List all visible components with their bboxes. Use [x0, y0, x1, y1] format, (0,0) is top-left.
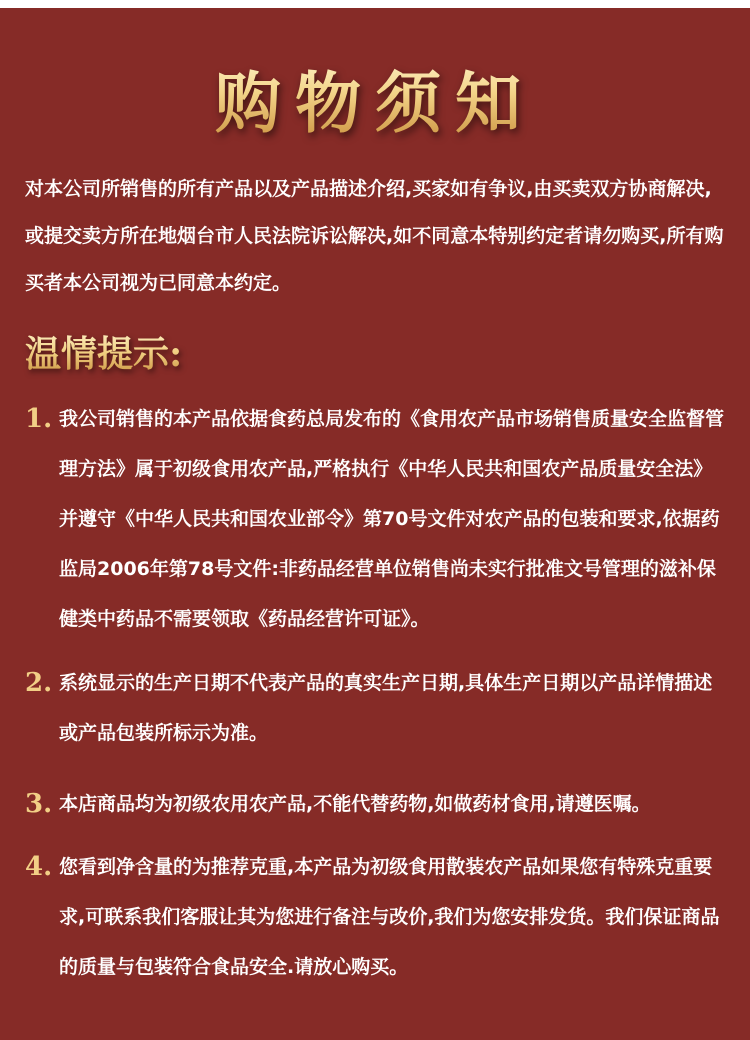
- tip-item-4: [25, 842, 730, 992]
- tip-text: 本店商品均为初级农用农产品,不能代替药物,如做药材食用,请遵医嘱。: [59, 793, 651, 815]
- tip-item-1: [25, 394, 730, 644]
- tip-item-2: [25, 658, 730, 758]
- tip-number: 2.: [25, 668, 53, 698]
- notice-panel: [0, 8, 750, 1040]
- page-title: 购物须知: [0, 50, 750, 145]
- tip-number: 1.: [25, 404, 53, 434]
- tip-text: 您看到净含量的为推荐克重,本产品为初级食用散装农产品如果您有特殊克重要求,可联系我们客服让其为您进行备注与改价,我们为您安排发货。我们保证商品的质量与包装符合食品安全.请放心购买。: [59, 856, 720, 978]
- tips-heading: 温情提示:: [25, 326, 182, 377]
- tip-text: 我公司销售的本产品依据食药总局发布的《食用农产品市场销售质量安全监督管理方法》属于初级食用农产品,严格执行《中华人民共和国农产品质量安全法》并遵守《中华人民共和国农业部令》第70号文件对农产品的包装和要求,依据药监局2006年第78号文件:非药品经营单位销售尚未实行批准文号管理的滋补保健类中药品不需要领取《药品经营许可证》。: [59, 408, 725, 630]
- intro-paragraph: 对本公司所销售的所有产品以及产品描述介绍,买家如有争议,由买卖双方协商解决,或提交卖方所在地烟台市人民法院诉讼解决,如不同意本特别约定者请勿购买,所有购买者本公司视为已同意本约定。: [25, 178, 724, 294]
- tip-item-3: [25, 779, 730, 829]
- tip-number: 3.: [25, 789, 53, 819]
- tip-number: 4.: [25, 852, 53, 882]
- tip-text: 系统显示的生产日期不代表产品的真实生产日期,具体生产日期以产品详情描述或产品包装所标示为准。: [59, 672, 713, 744]
